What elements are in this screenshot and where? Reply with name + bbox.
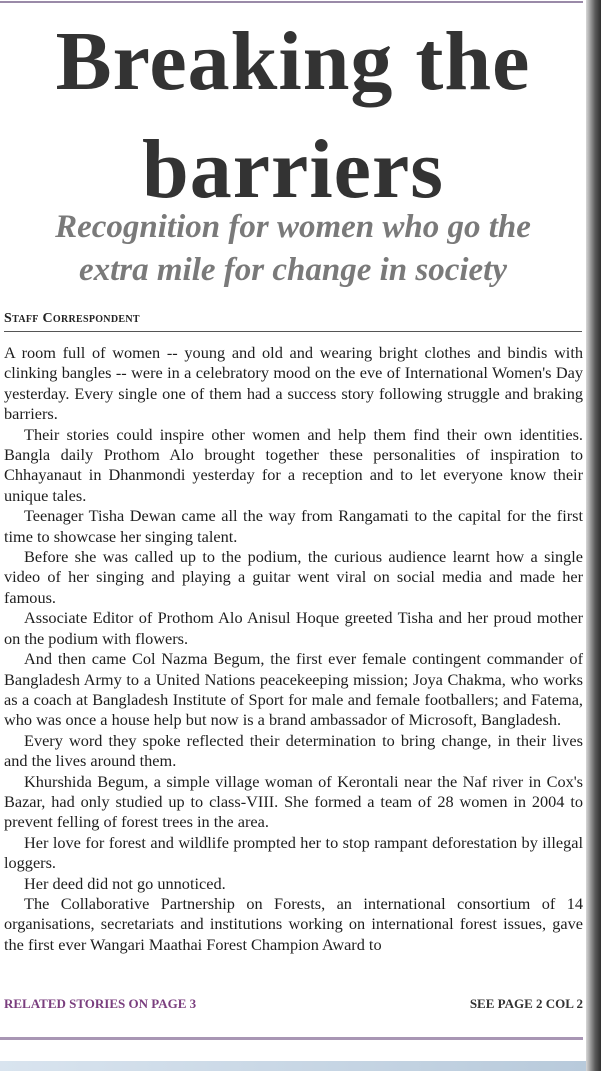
subheadline <box>0 206 586 292</box>
related-stories-link[interactable]: RELATED STORIES ON PAGE 3 <box>4 996 197 1011</box>
paragraph: Every word they spoke reflected their determination to bring change, in their lives and the lives around them. <box>4 730 583 771</box>
paragraph: Her love for forest and wildlife prompted her to stop rampant deforestation by illegal loggers. <box>4 832 583 873</box>
article-body <box>4 343 583 955</box>
paragraph: And then came Col Nazma Begum, the first ever female contingent commander of Bangladesh Army to a United Nations peacekeeping mission; Joya Chakma, who works as a coach at Bangladesh Institute of Sport for male and female footballers; and Fatema, who was once a house help but now is a brand ambassador of Microsoft, Bangladesh. <box>4 649 583 730</box>
paragraph: A room full of women -- young and old and wearing bright clothes and bindis with clinking bangles -- were in a celebratory mood on the eve of International Women's Day yesterday. Every single one of them had a success story following struggle and braking barriers. <box>4 343 583 424</box>
paragraph: Her deed did not go unnoticed. <box>24 873 226 893</box>
top-divider <box>0 1 583 3</box>
headline-line-2: barriers <box>142 123 444 216</box>
subhead-line-2: extra mile for change in society <box>78 252 508 288</box>
paragraph: Teenager Tisha Dewan came all the way from Rangamati to the capital for the first time to showcase her singing talent. <box>4 506 583 546</box>
paragraph: Khurshida Begum, a simple village woman of Kerontali near the Naf river in Cox's Bazar, had only studied up to class-VIII. She formed a team of 28 women in 2004 to prevent felling of forest trees in the area. <box>4 771 583 832</box>
headline-line-1: Breaking the <box>55 15 531 108</box>
headline <box>0 8 586 224</box>
paragraph: Associate Editor of Prothom Alo Anisul Hoque greeted Tisha and her proud mother on the podium with flowers. <box>4 608 583 648</box>
paragraph: Before she was called up to the podium, the curious audience learnt how a single video of her singing and playing a guitar went viral on social media and made her famous. <box>4 547 583 607</box>
subhead-line-1: Recognition for women who go the <box>55 209 531 245</box>
byline-divider <box>4 331 582 332</box>
next-section-strip <box>0 1061 586 1071</box>
bottom-divider <box>0 1037 583 1040</box>
continued-on-link[interactable]: SEE PAGE 2 COL 2 <box>469 996 583 1011</box>
paragraph: The Collaborative Partnership on Forests, an international consortium of 14 organisations, secretariats and institutions working on international forest issues, gave the first ever Wangari Maathai Forest Champion Award to <box>4 893 583 954</box>
page-edge-shadow <box>586 0 601 1071</box>
byline: Staff Correspondent <box>4 311 140 326</box>
article-footer <box>4 996 583 1012</box>
paragraph: Their stories could inspire other women and help them find their own identities. Bangla daily Prothom Alo brought together these personalities of inspiration to Chhayanaut in Dhanmondi yesterday for a reception and to let everyone know their unique tales. <box>4 424 583 505</box>
